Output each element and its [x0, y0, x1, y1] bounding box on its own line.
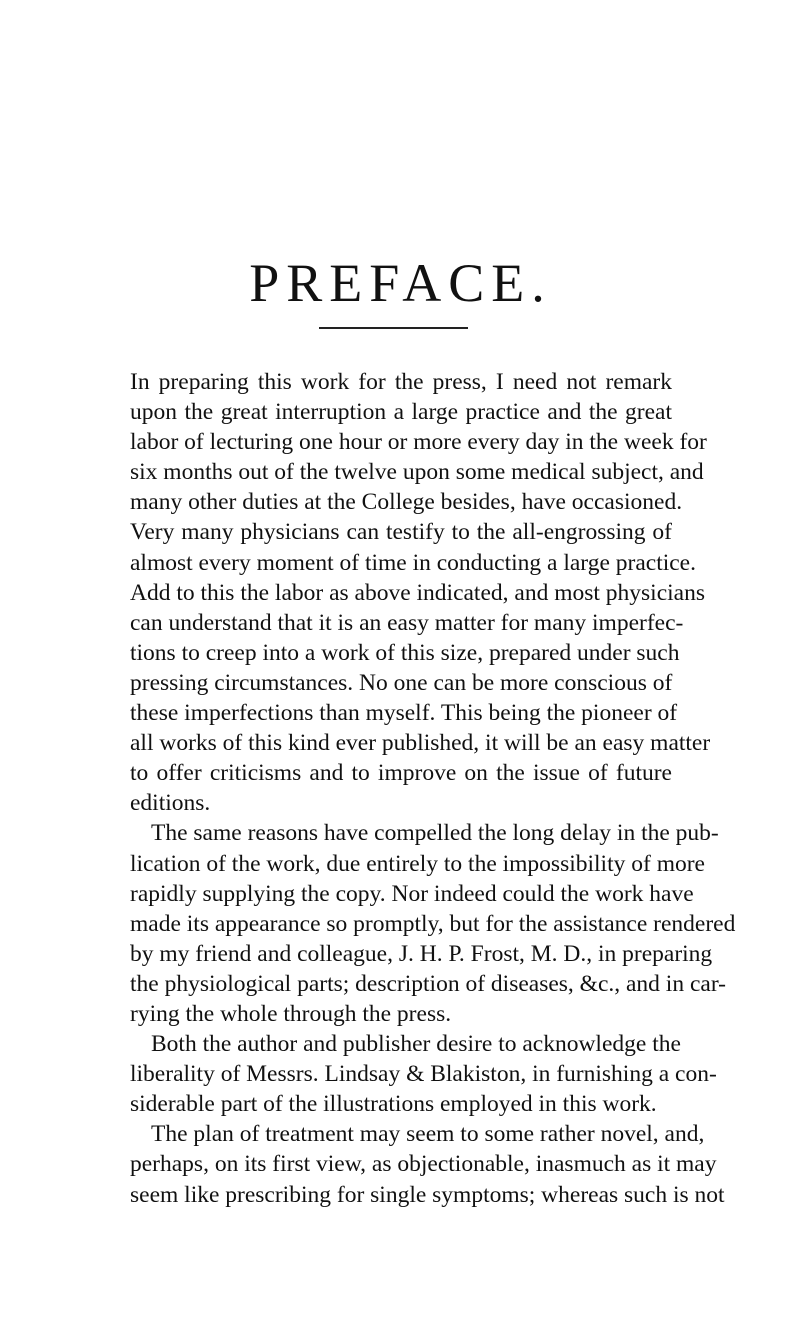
paragraph-1-line-5: many other duties at the College besides, have occasioned. — [130, 489, 683, 516]
paragraph-1-line-10: tions to creep into a work of this size, prepared under such — [130, 639, 680, 666]
paragraph-4-line-3: seem like prescribing for single symptoms; whereas such is not — [130, 1181, 725, 1208]
paragraph-1-line-14: to offer criticisms and to improve on the issue of future — [130, 760, 672, 787]
preface-body — [130, 367, 736, 1210]
paragraph-1-line-9: can understand that it is an easy matter for many imperfec- — [130, 609, 684, 636]
paragraph-1-line-11: pressing circumstances. No one can be more conscious of — [130, 669, 673, 696]
paragraph-1-line-3: labor of lecturing one hour or more every day in the week for — [130, 429, 707, 456]
paragraph-4-line-2: perhaps, on its first view, as objectionable, inasmuch as it may — [130, 1151, 717, 1178]
paragraph-2-line-1: The same reasons have compelled the long delay in the pub- — [151, 820, 719, 847]
paragraph-2-line-6: the physiological parts; description of diseases, &c., and in car- — [130, 970, 727, 997]
paragraph-2-line-7: rying the whole through the press. — [130, 1000, 452, 1027]
paragraph-1-line-4: six months out of the twelve upon some medical subject, and — [130, 459, 704, 486]
paragraph-1-line-1: In preparing this work for the press, I need not remark — [130, 369, 672, 395]
paragraph-1-line-13: all works of this kind ever published, it will be an easy matter — [130, 730, 711, 757]
paragraph-1-line-2: upon the great interruption a large practice and the great — [130, 399, 672, 426]
paragraph-1-line-7: almost every moment of time in conducting a large practice. — [130, 549, 696, 576]
paragraph-2-line-4: made its appearance so promptly, but for the assistance rendered — [130, 910, 736, 937]
paragraph-2-line-3: rapidly supplying the copy. Nor indeed could the work have — [130, 880, 694, 907]
paragraph-1-line-15: editions. — [130, 790, 211, 817]
paragraph-3-line-1: Both the author and publisher desire to acknowledge the — [151, 1031, 681, 1058]
paragraph-3-line-2: liberality of Messrs. Lindsay & Blakiston, in furnishing a con- — [130, 1061, 717, 1088]
paragraph-1-line-12: these imperfections than myself. This being the pioneer of — [130, 700, 678, 727]
title-divider — [319, 327, 468, 329]
paragraph-2-line-5: by my friend and colleague, J. H. P. Frost, M. D., in preparing — [130, 940, 713, 967]
page-title: PREFACE. — [249, 253, 552, 313]
paragraph-1-line-6: Very many physicians can testify to the all-engrossing of — [130, 519, 672, 546]
paragraph-3-line-3: siderable part of the illustrations employed in this work. — [130, 1091, 657, 1118]
paragraph-2-line-2: lication of the work, due entirely to the impossibility of more — [130, 850, 705, 877]
paragraph-4-line-1: The plan of treatment may seem to some rather novel, and, — [151, 1121, 705, 1148]
paragraph-1-line-8: Add to this the labor as above indicated, and most physicians — [130, 579, 705, 606]
